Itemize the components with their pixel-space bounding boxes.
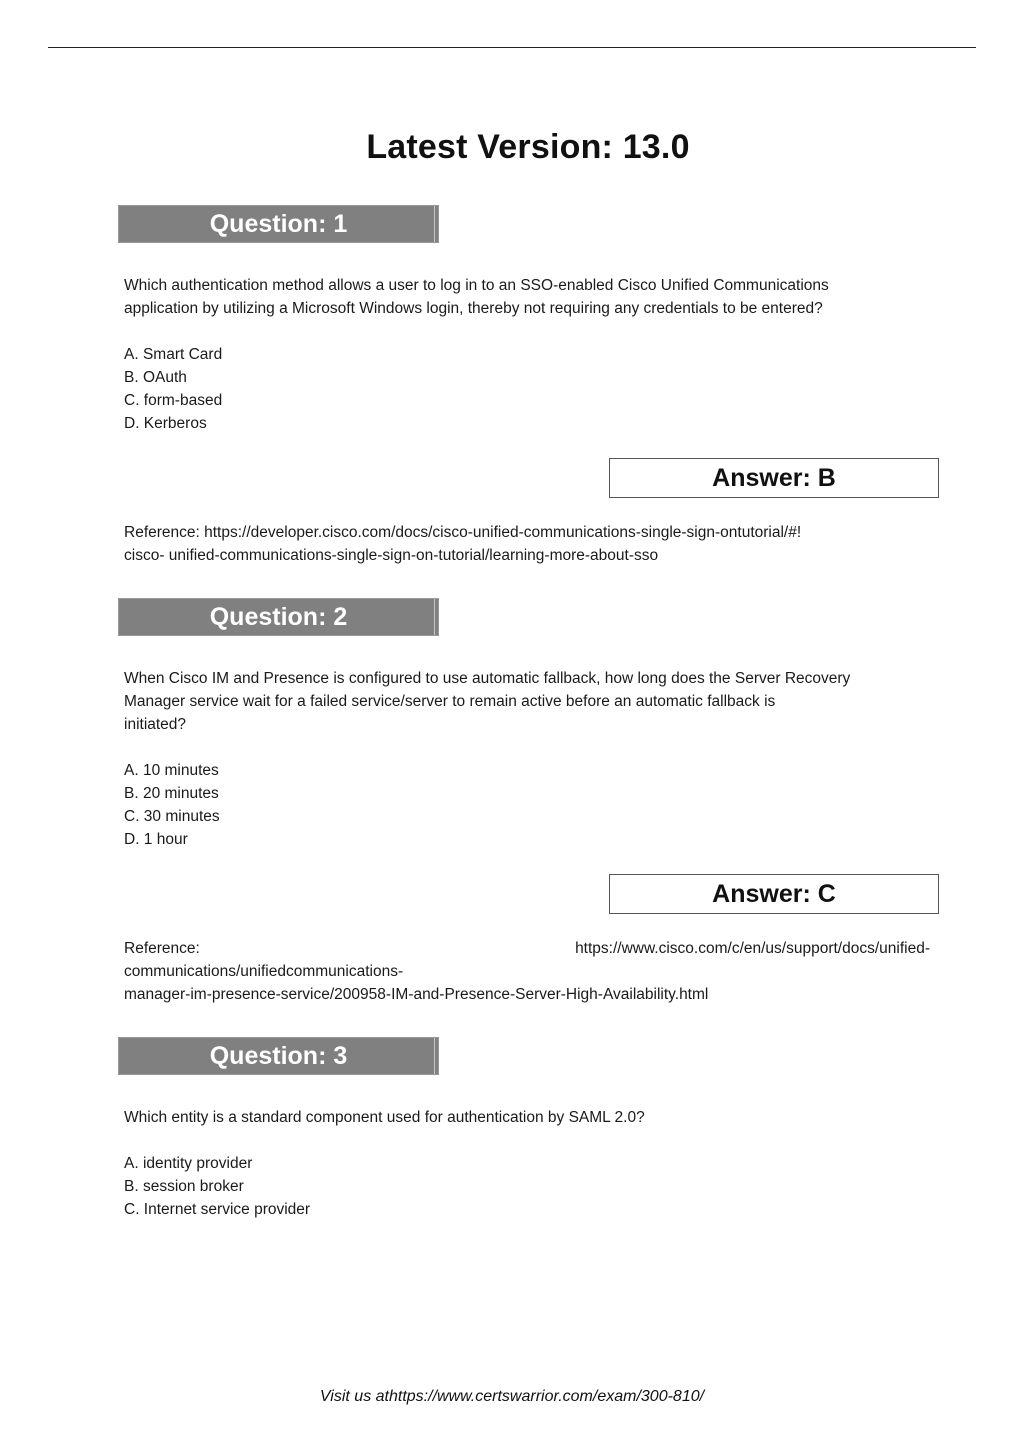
question-2-reference xyxy=(124,937,930,1006)
reference-line: Reference: https://developer.cisco.com/docs/cisco-unified-communications-single-sign-ontutorial/#! xyxy=(124,524,802,541)
option-b: B. 20 minutes xyxy=(124,785,219,802)
question-2-options xyxy=(124,759,220,851)
stem-line: initiated? xyxy=(124,716,187,733)
question-2-header: Question: 2 xyxy=(118,598,439,636)
reference-line: cisco- unified-communications-single-sign-on-tutorial/learning-more-about-sso xyxy=(124,547,659,564)
top-divider xyxy=(48,47,976,48)
reference-url-start: https://www.cisco.com/c/en/us/support/docs/unified- xyxy=(575,940,930,957)
reference-line: communications/unifiedcommunications- xyxy=(124,963,404,980)
question-2-answer: Answer: C xyxy=(609,874,939,914)
question-1-stem xyxy=(124,274,934,320)
option-b: B. session broker xyxy=(124,1178,244,1195)
question-3-header: Question: 3 xyxy=(118,1037,439,1075)
question-1-header: Question: 1 xyxy=(118,205,439,243)
option-a: A. 10 minutes xyxy=(124,762,219,779)
question-1-reference xyxy=(124,521,930,567)
stem-line: application by utilizing a Microsoft Windows login, thereby not requiring any credentials to be entered? xyxy=(124,300,823,317)
stem-line: When Cisco IM and Presence is configured to use automatic fallback, how long does the Server Recovery xyxy=(124,670,851,687)
question-2-stem xyxy=(124,667,934,736)
question-1-options xyxy=(124,343,222,435)
option-c: C. 30 minutes xyxy=(124,808,220,825)
option-c: C. Internet service provider xyxy=(124,1201,311,1218)
reference-first-line xyxy=(124,937,930,960)
option-b: B. OAuth xyxy=(124,369,187,386)
question-1-answer: Answer: B xyxy=(609,458,939,498)
option-c: C. form-based xyxy=(124,392,223,409)
page-title: Latest Version: 13.0 xyxy=(366,128,690,166)
stem-line: Which entity is a standard component used for authentication by SAML 2.0? xyxy=(124,1109,645,1126)
reference-label: Reference: xyxy=(124,940,200,957)
stem-line: Which authentication method allows a user to log in to an SSO-enabled Cisco Unified Communications xyxy=(124,277,829,294)
footer-link[interactable]: Visit us athttps://www.certswarrior.com/exam/300-810/ xyxy=(319,1388,705,1405)
option-a: A. Smart Card xyxy=(124,346,223,363)
stem-line: Manager service wait for a failed service/server to remain active before an automatic fallback is xyxy=(124,693,776,710)
reference-line: manager-im-presence-service/200958-IM-and-Presence-Server-High-Availability.html xyxy=(124,986,709,1003)
option-d: D. 1 hour xyxy=(124,831,188,848)
question-3-stem xyxy=(124,1106,934,1129)
question-3-options xyxy=(124,1152,310,1221)
option-d: D. Kerberos xyxy=(124,415,207,432)
option-a: A. identity provider xyxy=(124,1155,253,1172)
